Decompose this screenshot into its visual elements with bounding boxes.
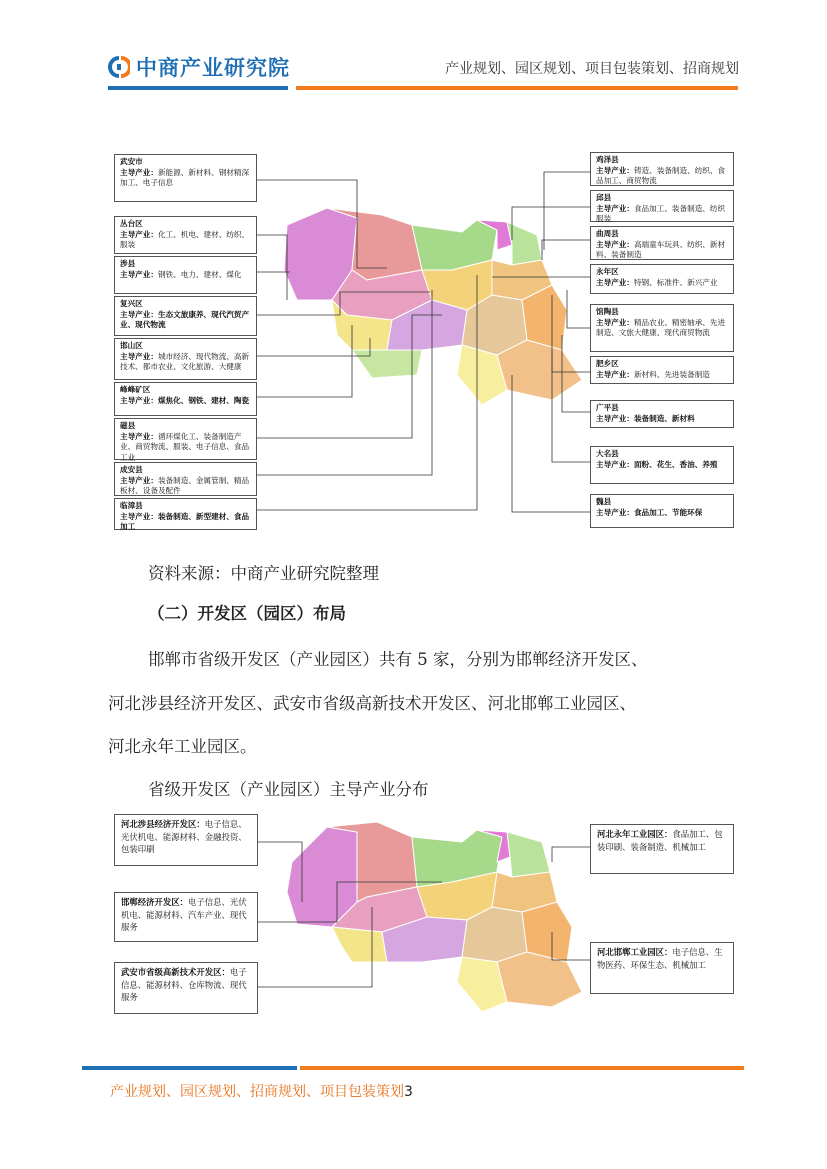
- logo: [108, 52, 290, 82]
- footer-text: 产业规划、园区规划、招商规划、项目包装策划: [110, 1084, 404, 1100]
- figure-caption: 省级开发区（产业园区）主导产业分布: [148, 780, 429, 799]
- map2-box-handan-economic: 邯郸经济开发区：电子信息、光伏机电、能源材料、汽车产业、现代服务: [114, 892, 258, 942]
- footer-divider-orange: [300, 1066, 744, 1070]
- map1-right-box-8: 大名县 主导产业：面粉、花生、香油、养殖: [590, 446, 734, 484]
- paragraph-line-3: 河北永年工业园区。: [108, 737, 257, 756]
- map2-box-yongnian: 河北永年工业园区：食品加工、包装印刷、装备制造、机械加工: [590, 824, 734, 874]
- industry-map-2: [112, 812, 734, 1022]
- map1-right-box-4: 永年区 主导产业：特钢、标准件、新兴产业: [590, 264, 734, 294]
- industry-map-1: [112, 150, 734, 532]
- paragraph-line-1: 邯郸市省级开发区（产业园区）共有 5 家，分别为邯郸经济开发区、: [148, 650, 648, 669]
- map1-left-box-5: 邯山区 主导产业：城市经济、现代物流、高新技术、都市农业、文化旅游、大健康: [114, 338, 257, 380]
- map1-right-box-7: 广平县 主导产业：装备制造、新材料: [590, 400, 734, 428]
- map1-left-box-3: 涉县 主导产业：钢铁、电力、建材、煤化: [114, 256, 257, 294]
- map1-left-box-6: 峰峰矿区 主导产业：煤焦化、钢铁、建材、陶瓷: [114, 382, 257, 416]
- header-divider-blue: [108, 86, 288, 90]
- paragraph-line-2: 河北涉县经济开发区、武安市省级高新技术开发区、河北邯郸工业园区、: [108, 694, 636, 713]
- map1-left-box-8: 成安县 主导产业：装备制造、金属管制、精品板材、设备及配件: [114, 462, 257, 496]
- map1-left-box-2: 丛台区 主导产业：化工、机电、建材、纺织、服装: [114, 216, 257, 254]
- map1-left-box-9: 临漳县 主导产业：装备制造、新型建材、食品加工: [114, 498, 257, 530]
- header-slogan: 产业规划、园区规划、项目包装策划、招商规划: [445, 61, 739, 77]
- map1-left-box-4: 复兴区 主导产业：生态文旅康养、现代汽贸产业、现代物流: [114, 296, 257, 336]
- map1-right-box-1: 鸡泽县 主导产业：铸造、装备制造、纺织、食品加工、商贸物流: [590, 152, 734, 186]
- section-title: （二）开发区（园区）布局: [148, 604, 346, 623]
- map1-left-box-1: 武安市 主导产业：新能源、新材料、钢材精深加工、电子信息: [114, 154, 257, 202]
- map1-right-box-6: 肥乡区 主导产业：新材料、先进装备制造: [590, 356, 734, 384]
- logo-text: 中商产业研究院: [136, 56, 290, 80]
- map1-right-box-9: 魏县 主导产业：食品加工、节能环保: [590, 494, 734, 528]
- map2-box-shexian: 河北涉县经济开发区：电子信息、光伏机电、能源材料、金融投资、包装印刷: [114, 814, 258, 866]
- map1-right-box-5: 馆陶县 主导产业：精品农业、精密轴承、先进制造、文旅大健康、现代商贸物流: [590, 304, 734, 352]
- source-note: 资料来源：中商产业研究院整理: [148, 564, 379, 583]
- footer: [110, 1081, 413, 1101]
- map2-box-wuan-hightech: 武安市省级高新技术开发区：电子信息、能源材料、仓库物流、现代服务: [114, 962, 258, 1014]
- logo-icon: [108, 56, 130, 78]
- map1-right-box-2: 邱县 主导产业：食品加工、装备制造、纺织服装: [590, 190, 734, 222]
- map1-left-box-7: 磁县 主导产业：循环煤化工、装备制造产业、商贸物流、服装、电子信息、食品工业: [114, 418, 257, 460]
- map1-right-box-3: 曲周县 主导产业：高端童车玩具、纺织、新材料、装备制造: [590, 226, 734, 260]
- map2-box-handan-industrial: 河北邯郸工业园区：电子信息、生物医药、环保生态、机械加工: [590, 942, 734, 994]
- page-number: 3: [404, 1084, 413, 1100]
- footer-divider-blue: [82, 1066, 297, 1070]
- header-divider-orange: [296, 86, 738, 90]
